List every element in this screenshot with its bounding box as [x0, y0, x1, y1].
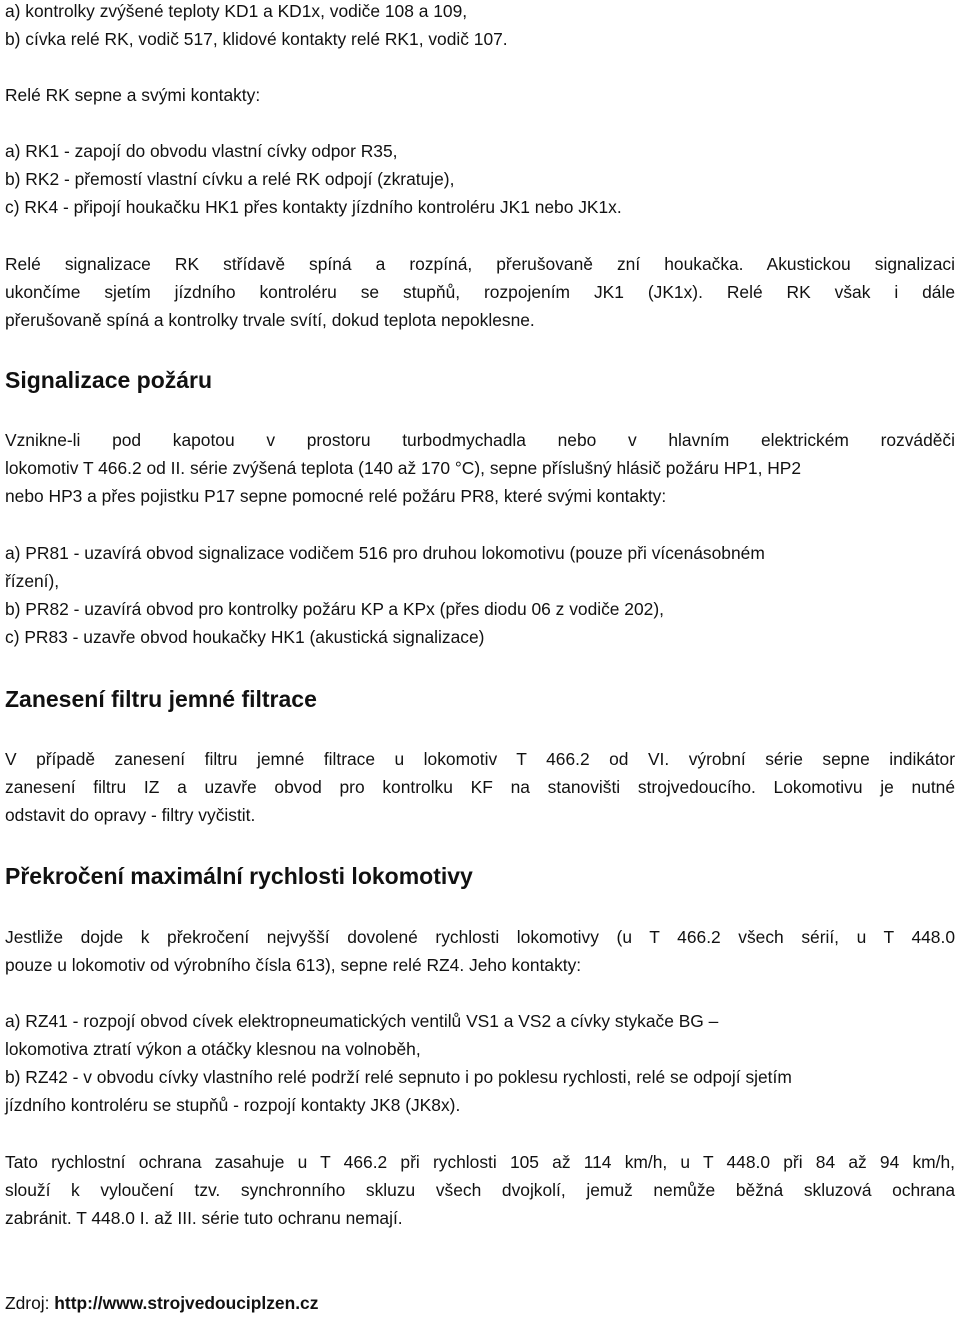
source-link[interactable]: http://www.strojvedouciplzen.cz [54, 1293, 319, 1313]
section-heading: Překročení maximální rychlosti lokomotivy [5, 863, 473, 889]
section-heading: Zanesení filtru jemné filtrace [5, 686, 317, 712]
list-item: řízení), [5, 571, 60, 591]
text-line: Jestliže dojde k překročení nejvyšší dovolené rychlosti lokomotivy (u T 466.2 všech sérií, u T 448.0 [5, 927, 955, 947]
text-line: b) cívka relé RK, vodič 517, klidové kontakty relé RK1, vodič 107. [5, 29, 508, 49]
text-line: přerušovaně spíná a kontrolky trvale svítí, dokud teplota nepoklesne. [5, 310, 535, 330]
list-item: lokomotiva ztratí výkon a otáčky klesnou na volnoběh, [5, 1039, 421, 1059]
text-line: lokomotiv T 466.2 od II. série zvýšená teplota (140 až 170 °C), sepne příslušný hlásič požáru HP1, HP2 [5, 458, 802, 478]
list-item: a) PR81 - uzavírá obvod signalizace vodičem 516 pro druhou lokomotivu (pouze při vícenásobném [5, 543, 765, 563]
text-line: Relé RK sepne a svými kontakty: [5, 85, 261, 105]
list-item: c) RK4 - připojí houkačku HK1 přes kontakty jízdního kontroléru JK1 nebo JK1x. [5, 197, 622, 217]
list-item: c) PR83 - uzavře obvod houkačky HK1 (akustická signalizace) [5, 627, 485, 647]
source-label: Zdroj: [5, 1293, 55, 1313]
list-item: b) RK2 - přemostí vlastní cívku a relé RK odpojí (zkratuje), [5, 169, 455, 189]
text-line: Relé signalizace RK střídavě spíná a rozpíná, přerušovaně zní houkačka. Akustickou signalizaci [5, 254, 955, 274]
list-item: a) RZ41 - rozpojí obvod cívek elektropneumatických ventilů VS1 a VS2 a cívky stykače BG – [5, 1011, 719, 1031]
list-item: a) RK1 - zapojí do obvodu vlastní cívky odpor R35, [5, 141, 398, 161]
text-line: zabránit. T 448.0 I. až III. série tuto ochranu nemají. [5, 1208, 403, 1228]
list-item: jízdního kontroléru se stupňů - rozpojí kontakty JK8 (JK8x). [5, 1095, 461, 1115]
list-item: b) PR82 - uzavírá obvod pro kontrolky požáru KP a KPx (přes diodu 06 z vodiče 202), [5, 599, 664, 619]
text-line: a) kontrolky zvýšené teploty KD1 a KD1x, vodiče 108 a 109, [5, 1, 468, 21]
source-line [5, 1289, 955, 1317]
text-line: odstavit do opravy - filtry vyčistit. [5, 805, 256, 825]
text-line: slouží k vyloučení tzv. synchronního skluzu všech dvojkolí, jemuž nemůže běžná skluzová ochrana [5, 1180, 955, 1200]
text-line: zanesení filtru IZ a uzavře obvod pro kontrolku KF na stanovišti strojvedoucího. Lokomotivu je nutné [5, 777, 955, 797]
text-line: Vznikne-li pod kapotou v prostoru turbodmychadla nebo v hlavním elektrickém rozváděči [5, 430, 955, 450]
text-line: pouze u lokomotiv od výrobního čísla 613), sepne relé RZ4. Jeho kontakty: [5, 955, 582, 975]
text-line: ukončíme sjetím jízdního kontroléru se stupňů, rozpojením JK1 (JK1x). Relé RK však i dále [5, 282, 955, 302]
text-line: Tato rychlostní ochrana zasahuje u T 466.2 při rychlosti 105 až 114 km/h, u T 448.0 při 84 až 94 km/h, [5, 1152, 955, 1172]
text-line: nebo HP3 a přes pojistku P17 sepne pomocné relé požáru PR8, které svými kontakty: [5, 486, 667, 506]
section-heading: Signalizace požáru [5, 367, 213, 393]
text-line: V případě zanesení filtru jemné filtrace u lokomotiv T 466.2 od VI. výrobní série sepne indikátor [5, 749, 955, 769]
list-item: b) RZ42 - v obvodu cívky vlastního relé podrží relé sepnuto i po poklesu rychlosti, relé se odpojí sjetím [5, 1067, 792, 1087]
